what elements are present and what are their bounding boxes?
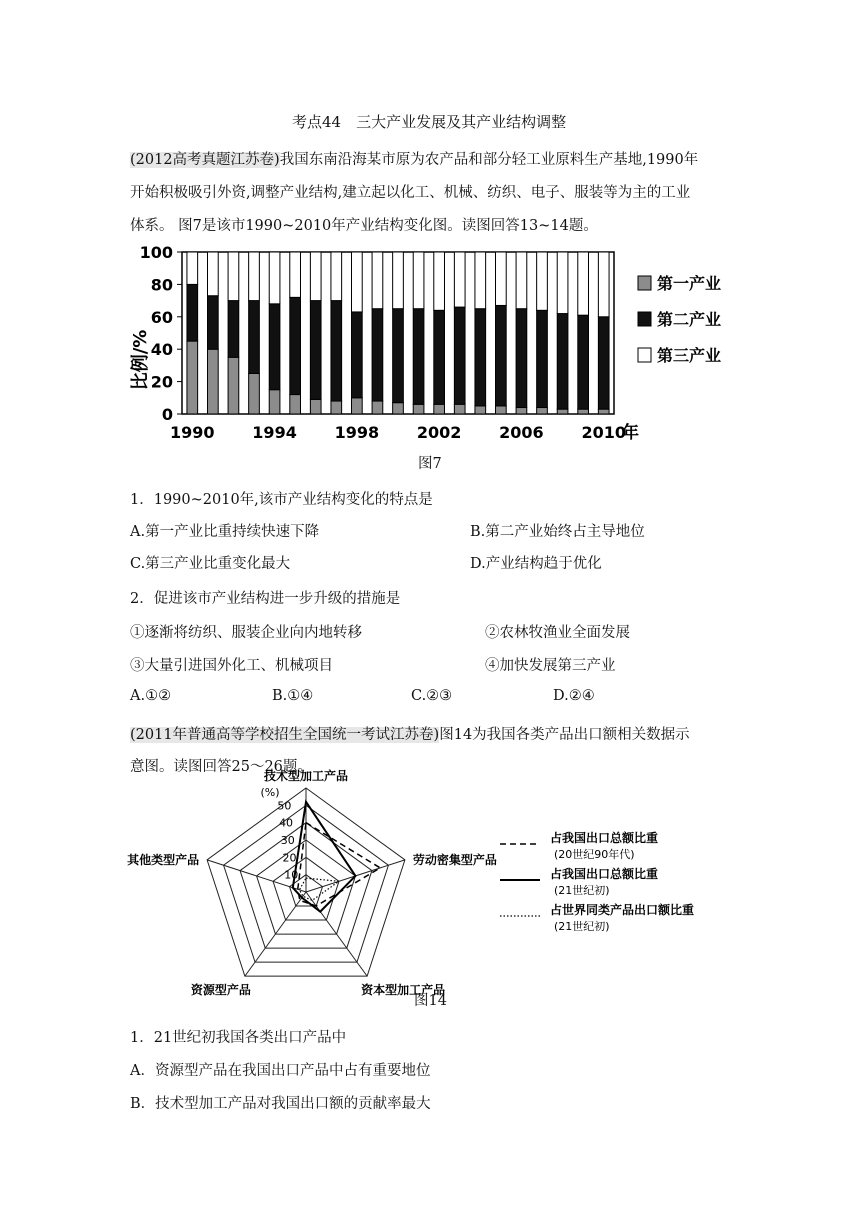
question-intro-2	[130, 723, 690, 744]
bar-segment-3	[598, 252, 609, 317]
intro-line: 开始积极吸引外资,调整产业结构,建立起以化工、机械、纺织、电子、服装等为主的工业	[130, 185, 691, 201]
bar-segment-1	[290, 395, 301, 414]
legend-swatch	[638, 312, 651, 326]
intro-text: 图14为我国各类产品出口额相关数据示	[439, 727, 690, 743]
option-c: C.第三产业比重变化最大	[130, 556, 291, 572]
bar-segment-1	[352, 398, 363, 414]
bar-segment-2	[578, 315, 589, 409]
bar-segment-1	[393, 403, 404, 414]
radar-axis-label: 技术型加工产品	[263, 769, 349, 783]
bar-segment-3	[496, 252, 507, 305]
bar-segment-3	[434, 252, 445, 310]
bar-segment-2	[454, 307, 465, 404]
bar-segment-1	[372, 401, 383, 414]
legend-label: 第二产业	[657, 310, 722, 329]
option-b: B.①④	[272, 688, 314, 704]
bar-segment-2	[434, 310, 445, 404]
bar-segment-1	[516, 408, 527, 414]
y-tick-label: 100	[139, 243, 173, 262]
x-tick-label: 1994	[252, 423, 297, 442]
bar-segment-3	[475, 252, 486, 309]
x-tick-label: 1990	[170, 423, 215, 442]
bar-segment-2	[516, 309, 527, 408]
radar-axis-label: 资本型加工产品	[361, 983, 446, 998]
bar-segment-3	[557, 252, 568, 314]
x-axis-label: 年	[622, 423, 639, 443]
bar-segment-3	[413, 252, 424, 309]
legend-label: 占我国出口总额比重	[550, 867, 659, 881]
source-tag: (2011年普通高等学校招生全国统一考试江苏卷)	[130, 727, 440, 743]
figure-caption: 图7	[418, 456, 442, 472]
bar-segment-2	[598, 317, 609, 409]
bar-segment-3	[331, 252, 342, 301]
bar-segment-1	[578, 409, 589, 414]
legend-swatch	[638, 276, 651, 290]
bar-segment-3	[537, 252, 548, 310]
bar-segment-1	[413, 404, 424, 414]
bar-segment-2	[352, 312, 363, 398]
bar-segment-1	[310, 399, 321, 414]
radar-tick-label: 10	[284, 868, 299, 882]
bar-segment-2	[269, 304, 280, 390]
bar-segment-2	[557, 314, 568, 410]
industry-structure-bar-chart	[128, 240, 738, 450]
radar-tick-label: 30	[280, 834, 295, 847]
legend-label: 第三产业	[657, 346, 722, 365]
bar-segment-1	[496, 406, 507, 414]
bar-segment-2	[228, 301, 239, 358]
bar-segment-3	[578, 252, 589, 315]
bar-segment-3	[516, 252, 527, 309]
option-c: C.②③	[411, 688, 453, 704]
radar-unit-label: (%)	[260, 786, 280, 799]
statement-4: ④加快发展第三产业	[485, 658, 616, 674]
y-axis-label: 比例/%	[130, 329, 151, 391]
bar-segment-2	[310, 301, 321, 400]
question-stem: 2．促进该市产业结构进一步升级的措施是	[130, 591, 401, 607]
bar-segment-3	[228, 252, 239, 301]
option-d: D.②④	[553, 688, 595, 704]
radar-tick-label: 40	[279, 816, 294, 830]
x-tick-label: 2006	[499, 423, 544, 442]
intro-line: 体系。 图7是该市1990~2010年产业结构变化图。读图回答13~14题。	[130, 218, 598, 234]
bar-segment-3	[454, 252, 465, 307]
bar-segment-3	[208, 252, 219, 296]
bar-segment-3	[310, 252, 321, 301]
y-tick-label: 60	[150, 307, 173, 327]
legend-sublabel: (20世纪90年代)	[554, 848, 635, 861]
bar-segment-1	[331, 401, 342, 414]
legend-sublabel: (21世纪初)	[554, 884, 610, 897]
option-a: A.①②	[130, 688, 172, 704]
radar-tick-label: 20	[282, 851, 297, 865]
bar-segment-1	[249, 374, 260, 415]
bar-segment-2	[187, 284, 198, 341]
y-tick-label: 40	[150, 340, 173, 360]
source-tag: (2012高考真题江苏卷)	[130, 152, 280, 168]
y-tick-label: 0	[161, 405, 173, 424]
statement-2: ②农林牧渔业全面发展	[485, 625, 630, 641]
bar-segment-2	[537, 310, 548, 407]
bar-segment-1	[475, 406, 486, 414]
x-tick-label: 2002	[416, 423, 462, 442]
bar-segment-2	[249, 301, 260, 374]
bar-segment-2	[413, 309, 424, 405]
x-tick-label: 1998	[334, 423, 380, 442]
bar-segment-1	[557, 409, 568, 414]
bar-segment-2	[393, 309, 404, 403]
bar-segment-1	[454, 404, 465, 414]
question-stem: 1．1990~2010年,该市产业结构变化的特点是	[130, 492, 433, 508]
statement-3: ③大量引进国外化工、机械项目	[130, 658, 333, 674]
radar-axis-label: 劳动密集型产品	[412, 852, 497, 867]
bar-segment-2	[290, 297, 301, 394]
bar-segment-3	[393, 252, 404, 309]
legend-sublabel: (21世纪初)	[554, 920, 610, 933]
legend-label: 第一产业	[657, 274, 722, 293]
radar-axis-label: 资源型产品	[190, 983, 251, 998]
bar-segment-1	[269, 390, 280, 414]
figure-caption: 图14	[414, 993, 447, 1009]
option-b: B.第二产业始终占主导地位	[470, 524, 645, 540]
option-b: B．技术型加工产品对我国出口额的贡献率最大	[130, 1096, 431, 1112]
bar-segment-3	[372, 252, 383, 309]
legend-swatch	[638, 348, 651, 362]
option-a: A．资源型产品在我国出口产品中占有重要地位	[130, 1063, 431, 1079]
legend-label: 占我国出口总额比重	[550, 831, 659, 845]
bar-segment-1	[434, 404, 445, 414]
bar-segment-3	[187, 252, 198, 284]
y-tick-label: 20	[150, 372, 173, 392]
bar-segment-2	[372, 309, 383, 401]
y-tick-label: 80	[150, 275, 173, 295]
question-intro-1	[130, 148, 698, 169]
bar-segment-2	[208, 296, 219, 349]
bar-segment-3	[352, 252, 363, 312]
bar-segment-2	[475, 309, 486, 406]
bar-segment-1	[537, 408, 548, 414]
bar-segment-2	[496, 305, 507, 405]
bar-segment-3	[290, 252, 301, 297]
question-stem: 1．21世纪初我国各类出口产品中	[130, 1030, 347, 1046]
legend-label: 占世界同类产品出口额比重	[550, 903, 695, 917]
radar-axis-label: 其他类型产品	[127, 852, 200, 867]
bar-segment-1	[187, 341, 198, 414]
export-radar-chart	[127, 769, 730, 998]
statement-1: ①逐渐将纺织、服装企业向内地转移	[130, 625, 362, 641]
bar-segment-2	[331, 301, 342, 401]
section-title: 考点44 三大产业发展及其产业结构调整	[292, 113, 567, 131]
intro-text: 我国东南沿海某市原为农产品和部分轻工业原料生产基地,1990年	[279, 152, 699, 168]
x-tick-label: 2010	[581, 423, 626, 442]
radar-tick-label: 50	[277, 799, 292, 813]
bar-segment-1	[598, 409, 609, 414]
option-a: A.第一产业比重持续快速下降	[130, 524, 320, 540]
bar-segment-3	[269, 252, 280, 304]
bar-segment-1	[208, 349, 219, 414]
option-d: D.产业结构趋于优化	[470, 556, 602, 572]
intro-line: 意图。读图回答25～26题。	[130, 759, 312, 775]
bar-segment-1	[228, 357, 239, 414]
bar-segment-3	[249, 252, 260, 301]
